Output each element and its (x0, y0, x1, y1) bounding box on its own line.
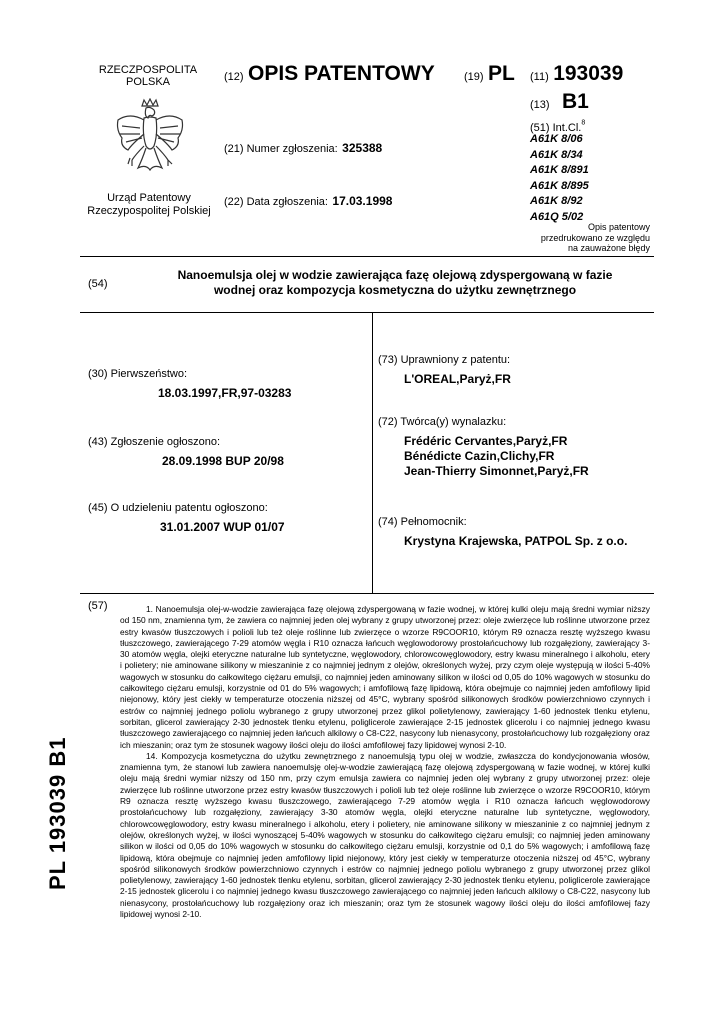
int-cl-list (530, 132, 589, 225)
filing-date-row: (22) Data zgłoszenia: 17.03.1998 (224, 194, 393, 208)
int-cl-label: (51) Int.Cl.$^8$ (530, 119, 586, 134)
attorney-value: Krystyna Krajewska, PATPOL Sp. z o.o. (404, 534, 628, 548)
int-cl-item: A61K 8/92 (530, 195, 583, 207)
grant-published-label: (45) O udzieleniu patentu ogłoszono: (88, 502, 268, 514)
title-code: (54) (88, 278, 108, 290)
invention-title: Nanoemulsja olej w wodzie zawierająca fazę olejową zdyspergowaną w fazie wodnej oraz kompozycja kosmetyczna do użytku zewnętrznego (177, 268, 613, 297)
claim-14: 14. Kompozycja kosmetyczna do użytku zewnętrznego z nanoemulsją typu olej w wodzie, zwłaszcza do kondycjonowania włosów, znamienna tym, że stanowi lub zawiera nanoemulsję olej-w-wodzie zawierającą fazę olejową zdyspergowaną w fazie wodnej, w której kulki oleju mają średni wymiar niższy od 150 nm, przy czym emulsja zawiera co najmniej jeden olej wybrany z grupy utworzonej przez: oleje zwierzęce lub roślinne utworzone przez estry kwasów tłuszczowych i polioli lub też oleje roślinne lub zwierzęce o wzorze R9COOR10, którym R9 oznacza resztę wyższego kwasu tłuszczowego, zawierającego 7-29 atomów węgla i R10 oznacza łańcuch węglowodorowy prostołańcuchowy lub rozgałęziony, zawierający 3-30 atomów węgla, olejki eteryczne naturalne lub syntetyczne, węglowodory, chlorowcowęglowodory, estry kwasu mineralnego i alkoholu, etery i polietery, nie aminowane silikony w mieszaninie z co najmniej jednym z olejów, określonych wyżej, w ilości wynoszącej 5-40% wagowych w stosunku do całkowitego ciężaru emulsji; co najmniej jeden aminowany silikon w ilości od 0,05 do 10% wagowych w stosunku do całkowitego ciężaru emulsji, korzystnie od 0,1 do 5% wagowych; i amfofilową fazę lipidową, która obejmuje co najmniej jeden amfofilowy lipid niejonowy, który jest ciekły w temperaturze otoczenia niższej od 45°C, wybrany spośród silikonowych środków powierzchniowo czynnych i estrów co najmniej jednego poliolu wybranego z grupy utworzonej przez glikol polietylenowy, zawierający 1-60 jednostek tlenku etylenu, sorbitan, glicerol zawierający 2-30 jednostek tlenku etylenu, poliglicerole zawierające 2-15 jednostek glicerolu i co najmniej jednego kwasu tłuszczowego zawierającego co najmniej jeden łańcuch alkilowy o C8-C22, nasycony lub nienasycony, prostołańcuchowy lub rozgałęziony oraz ich mieszanin; oraz tym że stosunek wagowy ilości oleju do ilości amfofilowej fazy lipidowej wynosi 2-10. (120, 750, 650, 920)
int-cl-item: A61K 8/06 (530, 133, 583, 145)
application-number-row: (21) Numer zgłoszenia: 325388 (224, 141, 383, 155)
patent-office-name: Urząd Patentowy Rzeczypospolitej Polskiej (87, 192, 211, 217)
inventor: Frédéric Cervantes,Paryż,FR (404, 434, 568, 448)
patent-holder-value: L'OREAL,Paryż,FR (404, 372, 511, 386)
document-type: (12) OPIS PATENTOWY (224, 62, 435, 85)
inventor: Bénédicte Cazin,Clichy,FR (404, 449, 555, 463)
int-cl-item: A61Q 5/02 (530, 210, 584, 223)
title-divider (80, 312, 654, 313)
country-name: RZECZPOSPOLITA POLSKA (98, 64, 198, 88)
header-divider (80, 256, 654, 257)
int-cl-item: A61K 8/891 (530, 164, 589, 176)
bibliographic-divider (80, 593, 654, 594)
abstract-code: (57) (88, 600, 108, 612)
int-cl-item: A61K 8/895 (530, 179, 589, 192)
application-published-value: 28.09.1998 BUP 20/98 (162, 454, 284, 468)
abstract (120, 604, 650, 920)
eagle-emblem-icon (110, 98, 190, 184)
application-published-label: (43) Zgłoszenie ogłoszono: (88, 436, 221, 448)
priority-value: 18.03.1997,FR,97-03283 (158, 386, 292, 400)
patent-number: (11) 193039 (530, 62, 624, 85)
int-cl-item: A61K 8/34 (530, 148, 583, 161)
column-divider (372, 312, 373, 594)
kind-code: (13) B1 (530, 90, 589, 113)
claim-1: 1. Nanoemulsja olej-w-wodzie zawierająca fazę olejową zdyspergowaną w fazie wodnej, w której kulki oleju mają średni wymiar niższy od 150 nm, znamienna tym, że zawiera co najmniej jeden olej wybrany z grupy utworzonej przez: oleje zwierzęce lub roślinne utworzone przez estry kwasów tłuszczowych i polioli lub też oleje roślinne lub zwierzęce o wzorze R9COOR10, którym R9 oznacza resztę wyższego kwasu tłuszczowego, zawierającego 7-29 atomów węgla i R10 oznacza łańcuch węglowodorowy prostołańcuchowy lub rozgałęziony, zawierający 3-30 atomów węgla, olejki eteryczne naturalne lub syntetyczne, węglowodory, chlorowcowęglowodory, estry kwasu mineralnego i alkoholu, etery i polietery; nie aminowane silikony w mieszaninie z co najmniej jednym z olejów, określonych wyżej, przy czym oleje występują w ilości 5-40% wagowych w stosunku do całkowitego ciężaru emulsji, co najmniej jeden aminowany silikon w ilości od 0,05 do 10% wagowych w stosunku do całkowitego ciężaru emulsji, korzystnie od 01 do 5% wagowych; i amfofilową fazę lipidową, która obejmuje co najmniej jeden amfofilowy lipid niejonowy, który jest ciekły w temperaturze otoczenia niższej od 45°C, wybrany spośród silikonowych środków powierzchniowo czynnych i estrów co najmniej jednego poliolu wybranego z grupy utworzonej przez glikol polietylenowy, zawierający 1-60 jednostek tlenku etylenu, sorbitan, glicerol zawierający 2-30 jednostek tlenku etylenu, poliglicerole zawierające 2-15 jednostek glicerolu i co najmniej jednego kwasu tłuszczowego zawierającego co najmniej jeden łańcuch alkilowy o C8-C22, nasycony lub nienasycony, prostołańcuchowy lub rozgałęziony oraz ich mieszanin; oraz tym że stosunek wagowy ilości oleju do ilości amfofilowej fazy lipidowej wynosi 2-10. (120, 604, 650, 750)
attorney-label: (74) Pełnomocnik: (378, 516, 467, 528)
inventors-list (404, 434, 589, 479)
inventors-label: (72) Twórca(y) wynalazku: (378, 416, 507, 428)
side-patent-code: PL 193039 B1 (45, 736, 70, 890)
patent-holder-label: (73) Uprawniony z patentu: (378, 354, 511, 366)
priority-label: (30) Pierwszeństwo: (88, 368, 188, 380)
country-code: (19) PL (464, 62, 515, 85)
grant-published-value: 31.01.2007 WUP 01/07 (160, 520, 285, 534)
reprint-note: Opis patentowy przedrukowano ze względu na zauważone błędy (540, 222, 650, 253)
inventor: Jean-Thierry Simonnet,Paryż,FR (404, 464, 589, 478)
